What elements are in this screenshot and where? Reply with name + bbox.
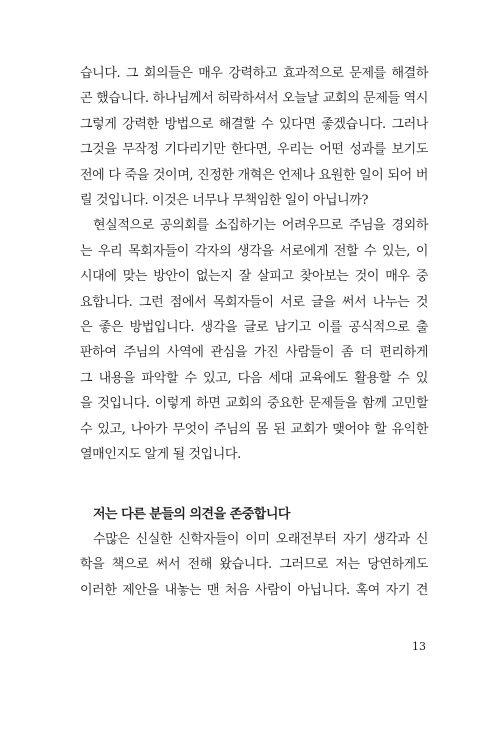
text-line: 그렇게 강력한 방법으로 해결할 수 있다면 좋겠습니다. 그러나 [80,116,428,132]
text-line: 시대에 맞는 방안이 없는지 잘 살피고 찾아보는 것이 매우 중 [80,269,428,285]
text-line: 수 있고, 나아가 무엇이 주님의 몸 된 교회가 맺어야 할 유익한 [80,421,428,437]
text-line: 습니다. 그 회의들은 매우 강력하고 효과적으로 문제를 해결하 [80,66,428,81]
section-heading: 저는 다른 분들의 의견을 존중합니다 [93,506,290,522]
text-line: 그 내용을 파악할 수 있고, 다음 세대 교육에도 활용할 수 있 [80,370,428,386]
page-number: 13 [412,640,426,653]
text-line: 은 좋은 방법입니다. 생각을 글로 남기고 이를 공식적으로 출 [80,320,428,336]
text-line: 이러한 제안을 내놓는 맨 처음 사람이 아닙니다. 혹여 자기 견 [80,582,428,598]
text-line: 릴 것입니다. 이것은 너무나 무책임한 일이 아닙니까? [80,193,369,209]
text-line: 전에 다 죽을 것이며, 진정한 개혁은 언제나 요원한 일이 되어 버 [80,167,428,183]
paragraph-2 [80,213,428,467]
paragraph-3 [80,527,428,603]
text-line: 학을 책으로 써서 전해 왔습니다. 그러므로 저는 당연하게도 [80,557,428,573]
section-spacer [80,468,428,502]
text-line: 그것을 무작정 기다리기만 한다면, 우리는 어떤 성과를 보기도 [80,142,428,158]
text-line: 판하여 주님의 사역에 관심을 가진 사람들이 좀 더 편리하게 [80,345,428,361]
text-line: 수많은 신실한 신학자들이 이미 오래전부터 자기 생각과 신 [93,531,428,547]
page-body [80,61,428,603]
text-line: 열매인지도 알게 될 것입니다. [80,447,241,463]
text-line: 현실적으로 공의회를 소집하기는 어려우므로 주님을 경외하 [93,218,428,234]
paragraph-1 [80,61,428,213]
text-line: 는 우리 목회자들이 각자의 생각을 서로에게 전할 수 있는, 이 [80,243,428,259]
text-line: 곤 했습니다. 하나님께서 허락하셔서 오늘날 교회의 문제들 역시 [80,91,428,107]
text-line: 을 것입니다. 이렇게 하면 교회의 중요한 문제들을 함께 고민할 [80,396,428,412]
text-line: 요합니다. 그런 점에서 목회자들이 서로 글을 써서 나누는 것 [80,294,428,310]
